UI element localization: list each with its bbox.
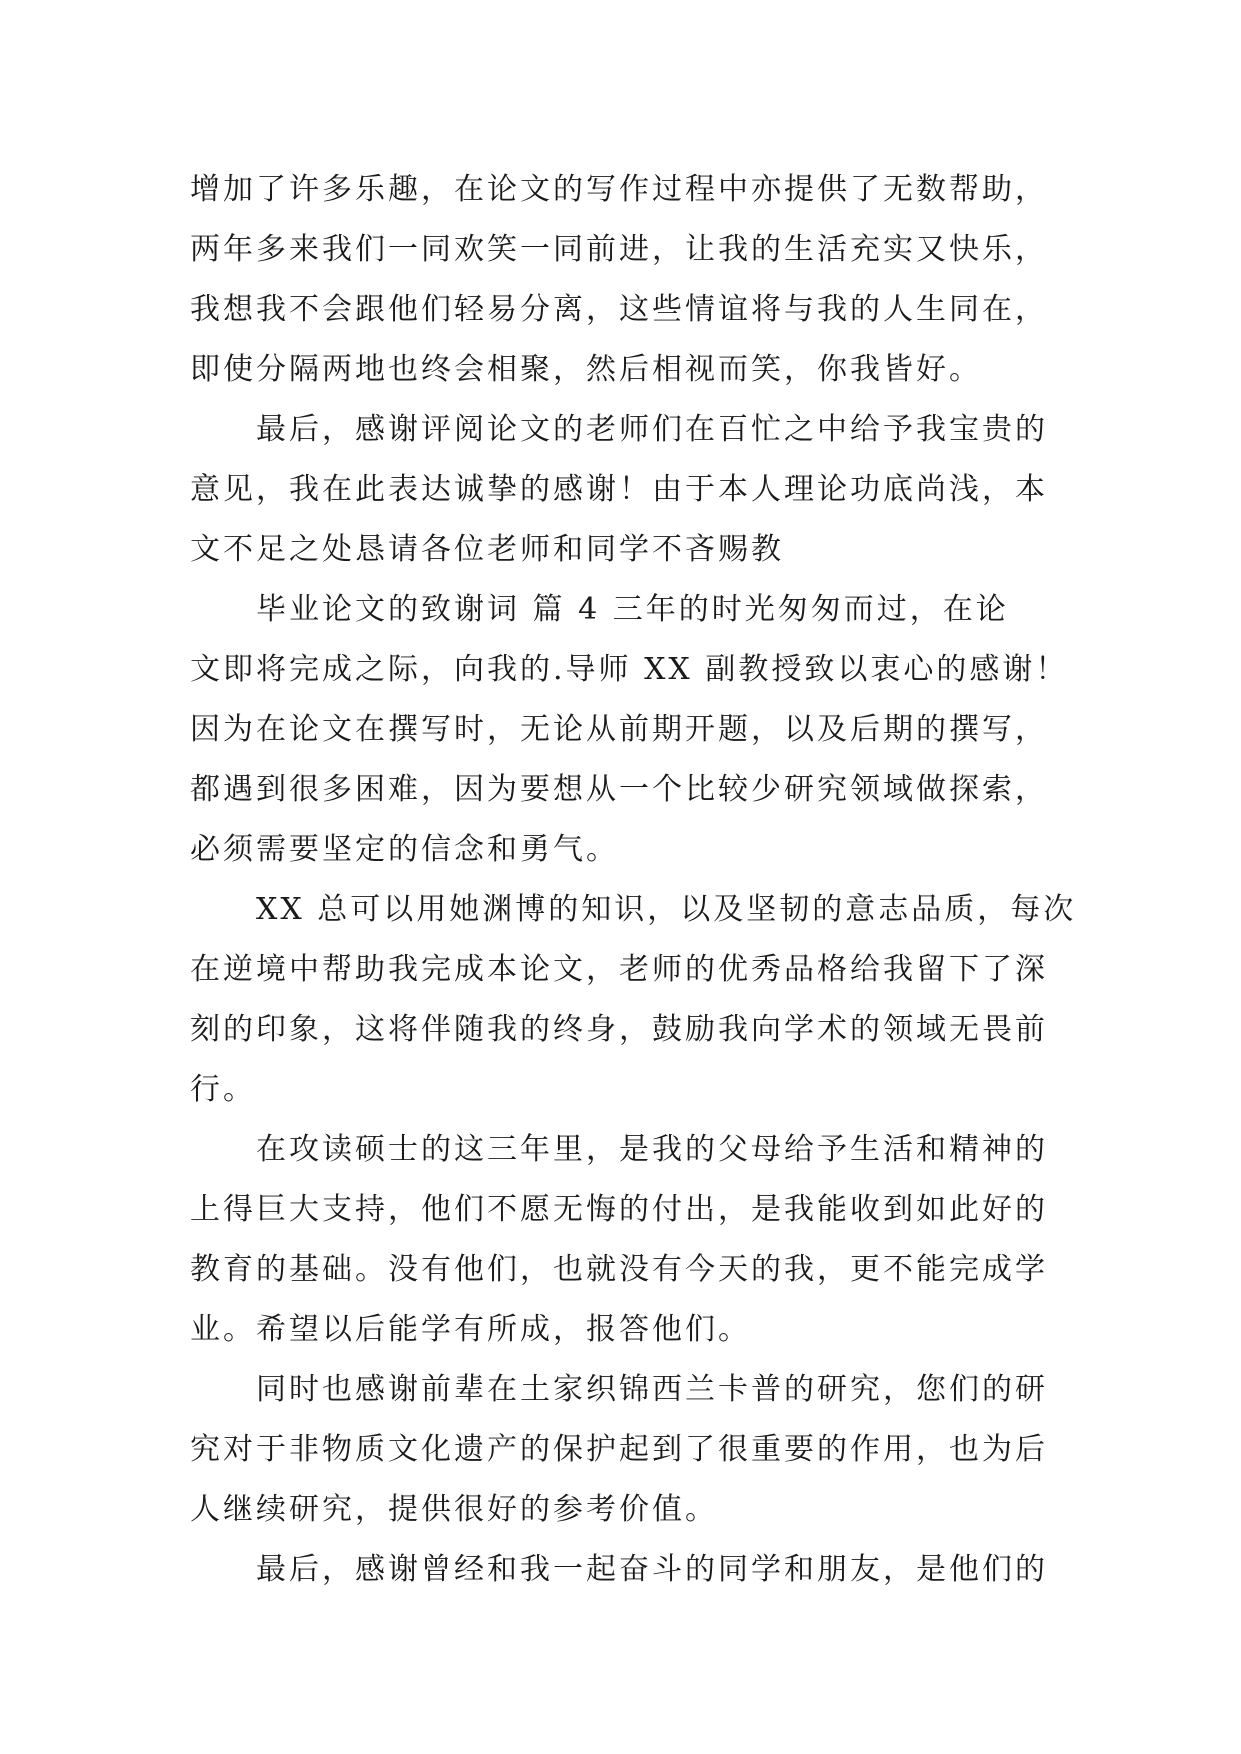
text-line: 因为在论文在撰写时，无论从前期开题，以及后期的撰写， <box>190 712 1048 747</box>
paragraph-advisor-thanks <box>190 580 1069 880</box>
text-line: 同时也感谢前辈在土家织锦西兰卡普的研究，您们的研 <box>256 1372 1048 1407</box>
text-line: 在逆境中帮助我完成本论文，老师的优秀品格给我留下了深 <box>190 952 1048 987</box>
text-line: 毕业论文的致谢词 篇 4 三年的时光匆匆而过，在论 <box>256 592 1009 627</box>
paragraph-advisor-qualities <box>190 880 1077 1120</box>
text-line: 上得巨大支持，他们不愿无悔的付出，是我能收到如此好的 <box>190 1192 1048 1227</box>
text-line: 即使分隔两地也终会相聚，然后相视而笑，你我皆好。 <box>190 352 982 387</box>
text-line: 人继续研究，提供很好的参考价值。 <box>190 1492 718 1527</box>
text-line: 刻的印象，这将伴随我的终身，鼓励我向学术的领域无畏前 <box>190 1012 1048 1047</box>
text-line: 教育的基础。没有他们，也就没有今天的我，更不能完成学 <box>190 1252 1048 1287</box>
text-line: 最后，感谢评阅论文的老师们在百忙之中给予我宝贵的 <box>256 412 1048 447</box>
text-line: 文不足之处恳请各位老师和同学不吝赐教 <box>190 532 784 567</box>
text-line: 我想我不会跟他们轻易分离，这些情谊将与我的人生同在， <box>190 292 1048 327</box>
text-line: 意见，我在此表达诚挚的感谢！由于本人理论功底尚浅，本 <box>190 472 1048 507</box>
paragraph-reviewers-thanks <box>190 400 1052 580</box>
text-line: 业。希望以后能学有所成，报答他们。 <box>190 1312 751 1347</box>
paragraph-predecessors-thanks <box>190 1360 1052 1540</box>
text-line: 增加了许多乐趣，在论文的写作过程中亦提供了无数帮助， <box>190 172 1048 207</box>
text-line: 在攻读硕士的这三年里，是我的父母给予生活和精神的 <box>256 1132 1048 1167</box>
text-line: XX 总可以用她渊博的知识，以及坚韧的意志品质，每次 <box>256 892 1077 927</box>
paragraph-parents-thanks <box>190 1120 1052 1360</box>
text-line: 文即将完成之际，向我的.导师 XX 副教授致以衷心的感谢！ <box>190 652 1069 687</box>
paragraph-friends-thanks <box>190 1540 1052 1600</box>
text-line: 都遇到很多困难，因为要想从一个比较少研究领域做探索， <box>190 772 1048 807</box>
text-line: 究对于非物质文化遗产的保护起到了很重要的作用，也为后 <box>190 1432 1048 1467</box>
paragraph-classmates-thanks <box>190 160 1052 400</box>
text-line: 行。 <box>190 1072 256 1107</box>
text-line: 最后，感谢曾经和我一起奋斗的同学和朋友，是他们的 <box>256 1552 1048 1587</box>
text-line: 必须需要坚定的信念和勇气。 <box>190 832 619 867</box>
text-line: 两年多来我们一同欢笑一同前进，让我的生活充实又快乐， <box>190 232 1048 267</box>
document-body <box>190 160 1077 1600</box>
